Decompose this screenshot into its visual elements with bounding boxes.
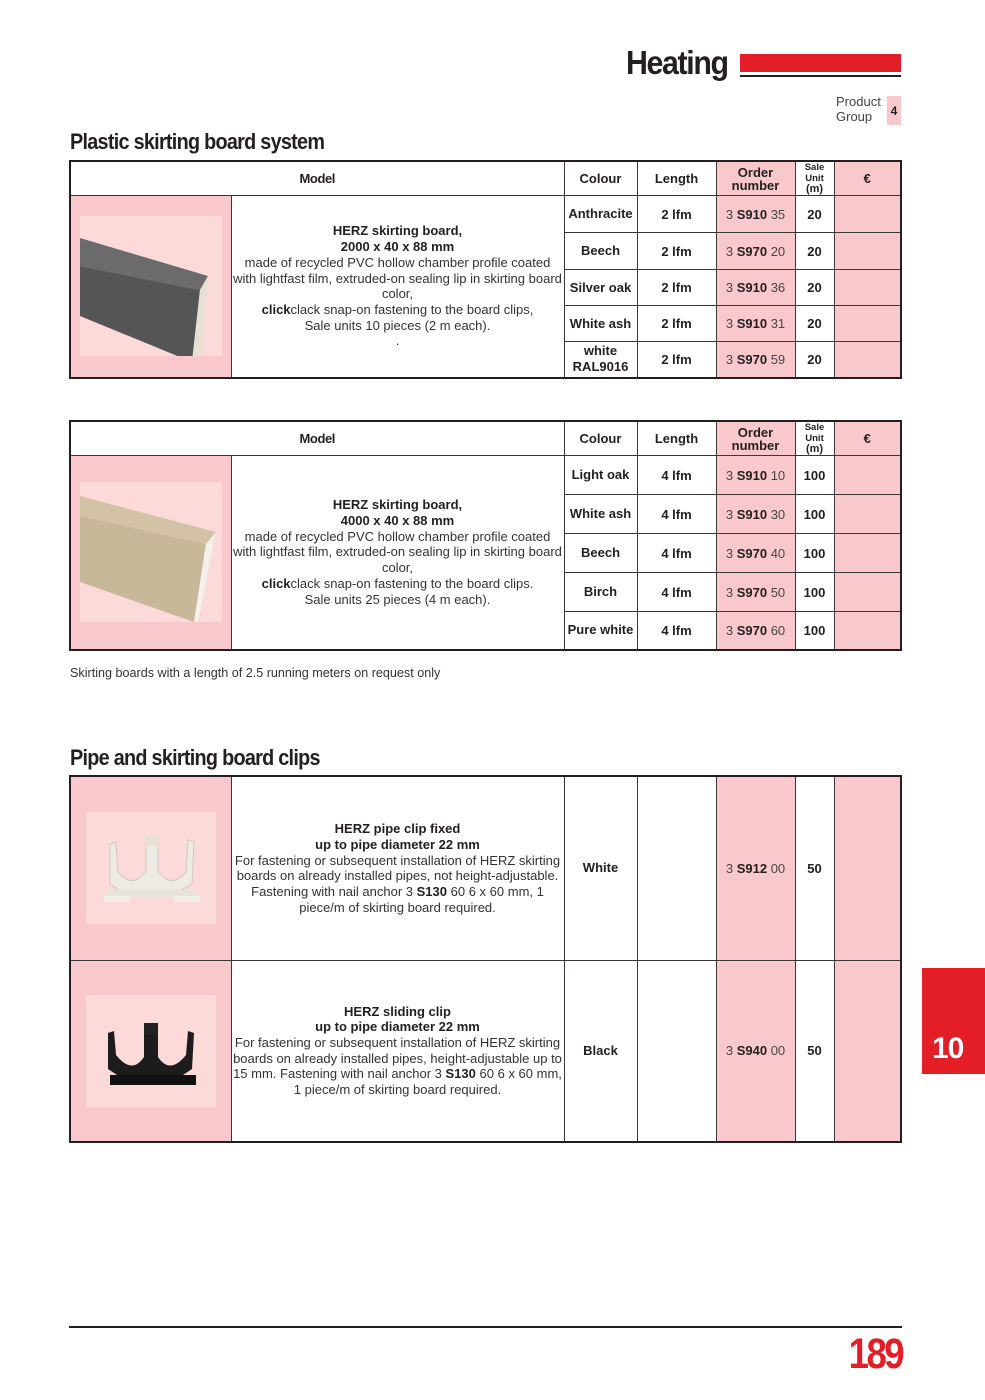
sale-unit-cell: 100 — [795, 534, 834, 573]
chapter-side-tab[interactable] — [922, 968, 985, 1074]
sale-unit-header: Sale Unit (m) — [795, 421, 834, 456]
table-header-row — [70, 161, 901, 196]
sale-unit-cell: 20 — [795, 306, 834, 342]
colour-cell: White ash — [564, 306, 637, 342]
colour-cell: Anthracite — [564, 196, 637, 233]
product-description: HERZ sliding clip up to pipe diameter 22 mm For fastening or subsequent installation of HERZ skirting boards on already installed pipes, height-adjustable up to 15 mm. Fastening with nail anchor 3 S130 60 6 x 60 mm, 1 piece/m of skirting board required. — [231, 960, 564, 1142]
page-number: 189 — [848, 1330, 902, 1378]
length-cell: 4 lfm — [637, 573, 716, 612]
product-group-number: 4 — [887, 96, 901, 125]
price-cell — [834, 776, 901, 960]
order-number-cell: 3 S970 40 — [716, 534, 795, 573]
colour-cell: Beech — [564, 233, 637, 270]
black-sliding-clip-photo — [86, 995, 216, 1107]
colour-header: Colour — [564, 421, 637, 456]
footer-divider — [69, 1326, 902, 1328]
sale-unit-cell: 100 — [795, 612, 834, 650]
order-number-header: Order number — [716, 161, 795, 196]
table-header-row — [70, 421, 901, 456]
sale-unit-cell: 20 — [795, 270, 834, 306]
table-row — [70, 196, 901, 233]
product-image-cell — [70, 456, 231, 650]
price-cell — [834, 306, 901, 342]
colour-cell: White — [564, 776, 637, 960]
product-image-cell — [70, 776, 231, 960]
length-cell: 4 lfm — [637, 495, 716, 534]
length-cell: 2 lfm — [637, 342, 716, 378]
order-number-header: Order number — [716, 421, 795, 456]
price-cell — [834, 270, 901, 306]
sale-unit-cell: 100 — [795, 573, 834, 612]
length-cell: 2 lfm — [637, 270, 716, 306]
colour-cell: Pure white — [564, 612, 637, 650]
section-title-clips: Pipe and skirting board clips — [70, 745, 320, 770]
length-cell — [637, 960, 716, 1142]
price-cell — [834, 196, 901, 233]
length-note: Skirting boards with a length of 2.5 running meters on request only — [70, 666, 441, 680]
colour-cell: White ash — [564, 495, 637, 534]
price-cell — [834, 960, 901, 1142]
sale-unit-cell: 20 — [795, 342, 834, 378]
euro-icon: € — [863, 431, 871, 446]
price-header — [834, 421, 901, 456]
chapter-bar-underline — [740, 75, 901, 77]
order-number-cell: 3 S970 50 — [716, 573, 795, 612]
table-row — [70, 960, 901, 1142]
sale-unit-cell: 20 — [795, 233, 834, 270]
model-header: Model — [70, 161, 564, 196]
chapter-tab-number: 10 — [932, 1032, 964, 1065]
order-number-cell: 3 S970 59 — [716, 342, 795, 378]
product-image-cell — [70, 196, 231, 378]
table-row — [70, 456, 901, 495]
product-description: HERZ pipe clip fixed up to pipe diameter 22 mm For fastening or subsequent installation of HERZ skirting boards on already installed pipes, not height-adjustable. Fastening with nail anchor 3 S130 60 6 x 60 mm, 1 piece/m of skirting board required. — [231, 776, 564, 960]
price-cell — [834, 612, 901, 650]
length-header: Length — [637, 161, 716, 196]
sale-unit-header: Sale Unit (m) — [795, 161, 834, 196]
price-cell — [834, 573, 901, 612]
order-number-cell: 3 S912 00 — [716, 776, 795, 960]
section-title-skirting-board: Plastic skirting board system — [70, 129, 325, 154]
price-cell — [834, 456, 901, 495]
sale-unit-cell: 100 — [795, 456, 834, 495]
sale-unit-cell: 50 — [795, 776, 834, 960]
order-number-cell: 3 S910 35 — [716, 196, 795, 233]
product-description: HERZ skirting board, 2000 x 40 x 88 mm made of recycled PVC hollow chamber profile coated with lightfast film, extruded-on sealing lip in skirting board color, clickclack snap-on fastening to the board clips, Sale units 10 pieces (2 m each). . — [231, 196, 564, 378]
sale-unit-cell: 20 — [795, 196, 834, 233]
skirting-board-4m-table — [69, 420, 902, 651]
light-oak-skirting-board-photo — [80, 482, 222, 622]
length-cell: 4 lfm — [637, 534, 716, 573]
price-cell — [834, 534, 901, 573]
length-header: Length — [637, 421, 716, 456]
sale-unit-cell: 50 — [795, 960, 834, 1142]
white-pipe-clip-photo — [86, 812, 216, 924]
product-description: HERZ skirting board, 4000 x 40 x 88 mm made of recycled PVC hollow chamber profile coated with lightfast film, extruded-on sealing lip in skirting board color, clickclack snap-on fastening to the board clips. Sale units 25 pieces (4 m each). — [231, 456, 564, 650]
length-cell: 2 lfm — [637, 196, 716, 233]
table-row — [70, 776, 901, 960]
model-header: Model — [70, 421, 564, 456]
order-number-cell: 3 S970 20 — [716, 233, 795, 270]
order-number-cell: 3 S940 00 — [716, 960, 795, 1142]
colour-header: Colour — [564, 161, 637, 196]
colour-cell: Beech — [564, 534, 637, 573]
order-number-cell: 3 S910 31 — [716, 306, 795, 342]
chapter-title: Heating — [626, 44, 728, 81]
colour-cell: Black — [564, 960, 637, 1142]
length-cell — [637, 776, 716, 960]
sale-unit-cell: 100 — [795, 495, 834, 534]
clips-table — [69, 775, 902, 1143]
colour-cell: white RAL9016 — [564, 342, 637, 378]
colour-cell: Birch — [564, 573, 637, 612]
colour-cell: Silver oak — [564, 270, 637, 306]
price-cell — [834, 495, 901, 534]
length-cell: 2 lfm — [637, 233, 716, 270]
chapter-bar — [740, 54, 901, 72]
product-image-cell — [70, 960, 231, 1142]
length-cell: 2 lfm — [637, 306, 716, 342]
skirting-board-2m-table — [69, 160, 902, 379]
product-group-label: Product Group — [836, 94, 881, 124]
order-number-cell: 3 S910 36 — [716, 270, 795, 306]
price-cell — [834, 342, 901, 378]
order-number-cell: 3 S910 10 — [716, 456, 795, 495]
euro-icon: € — [863, 171, 871, 186]
order-number-cell: 3 S910 30 — [716, 495, 795, 534]
anthracite-skirting-board-photo — [80, 216, 222, 356]
colour-cell: Light oak — [564, 456, 637, 495]
price-header — [834, 161, 901, 196]
price-cell — [834, 233, 901, 270]
order-number-cell: 3 S970 60 — [716, 612, 795, 650]
length-cell: 4 lfm — [637, 612, 716, 650]
length-cell: 4 lfm — [637, 456, 716, 495]
